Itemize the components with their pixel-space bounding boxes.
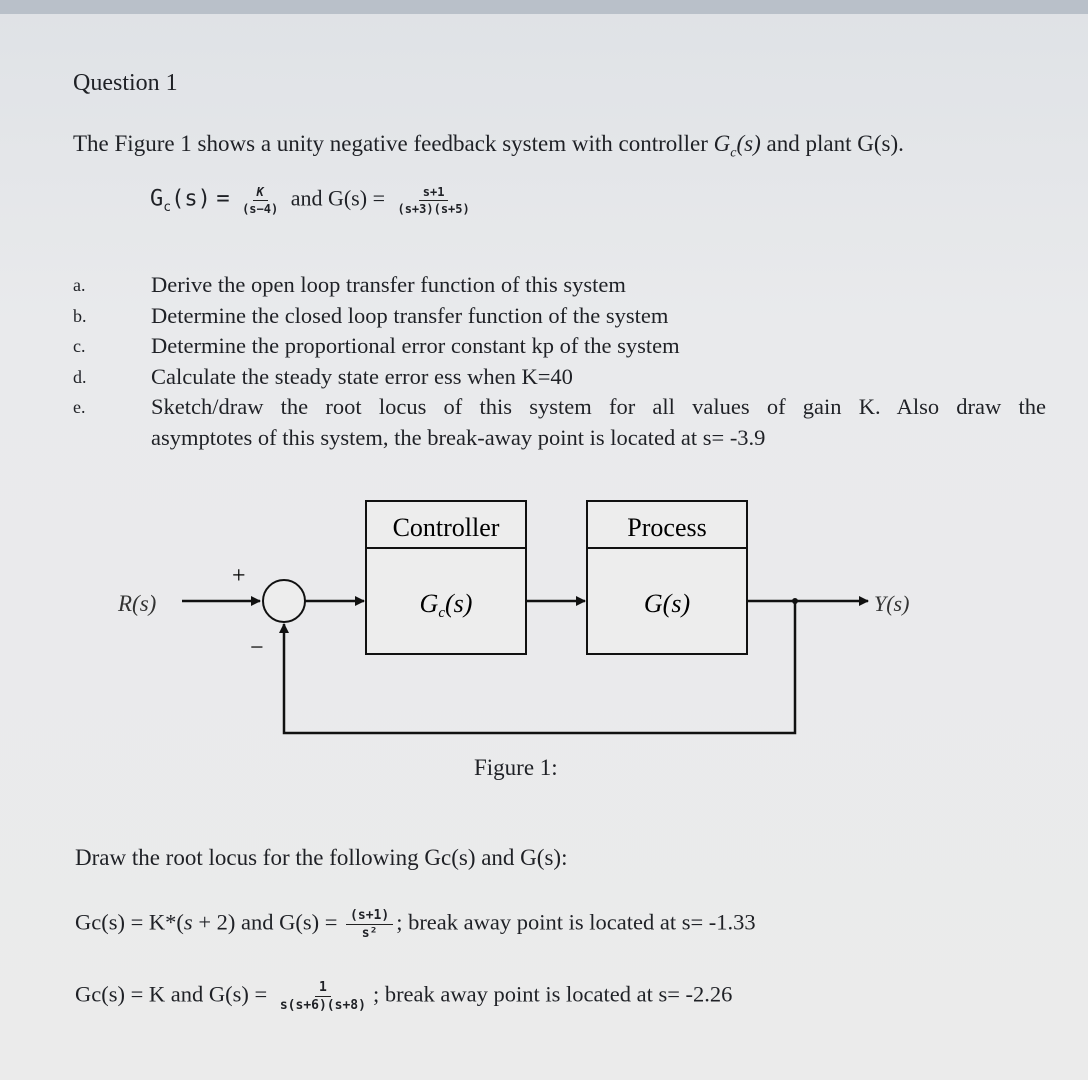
intro-mid: and plant G(s). — [760, 131, 904, 156]
task-letter: d. — [73, 366, 87, 387]
controller-tf — [420, 589, 473, 621]
process-label: Process — [627, 513, 707, 542]
gc-equals: = — [216, 186, 230, 212]
intro-gc-arg: (s) — [736, 131, 761, 156]
task-text-line1: Sketch/draw the root locus of this system for all values of gain K. Also draw the — [151, 394, 1046, 419]
line3-denominator: s(s+6)(s+8) — [279, 998, 366, 1013]
input-label: R(s) — [118, 591, 157, 616]
task-letter: e. — [73, 397, 86, 417]
controller-label: Controller — [392, 513, 500, 542]
takeoff-point — [792, 598, 798, 604]
task-letter: b. — [73, 305, 87, 326]
process-tf: G(s) — [643, 589, 691, 618]
controller-tf-sub: c — [438, 605, 446, 621]
line3-post: ; break away point is located at s= -2.26 — [372, 981, 733, 1007]
line3-numerator: 1 — [315, 980, 331, 997]
gc-lhs: G — [150, 186, 164, 212]
line2-fraction — [346, 908, 393, 941]
line2-pre: Gc(s) = K*( — [75, 909, 184, 935]
gc-lhs-arg: (s) — [171, 186, 211, 212]
task-text: Determine the proportional error constant kp of the system — [151, 333, 680, 358]
line3-fraction — [276, 980, 370, 1013]
gc-lhs-sub: c — [163, 199, 172, 215]
line2-s: s — [183, 909, 193, 935]
plus-sign: + — [232, 563, 246, 589]
gc-denominator: (s−4) — [242, 202, 279, 216]
line2-post: ; break away point is located at s= -1.33 — [396, 909, 756, 935]
task-text: Calculate the steady state error ess when K=40 — [151, 363, 573, 389]
output-label: Y(s) — [874, 591, 910, 616]
g-numerator: s+1 — [419, 185, 449, 201]
line3-pre: Gc(s) = K and G(s) = — [75, 981, 268, 1007]
task-letter: c. — [73, 336, 86, 356]
summing-junction — [263, 580, 305, 622]
g-denominator: (s+3)(s+5) — [397, 202, 470, 216]
line2-denominator: s² — [361, 926, 378, 941]
controller-tf-arg: (s) — [445, 589, 473, 618]
gc-numerator: K — [253, 185, 268, 201]
part2-line2 — [75, 908, 756, 941]
line2-numerator: (s+1) — [346, 908, 393, 925]
line2-mid: + 2) and G(s) = — [192, 909, 338, 935]
and-g-text: and G(s) = — [290, 185, 385, 211]
task-text-line2: asymptotes of this system, the break-away point is located at s= -3.9 — [151, 424, 766, 450]
task-text: Derive the open loop transfer function of this system — [151, 272, 626, 297]
task-text: Determine the closed loop transfer function of the system — [151, 302, 669, 328]
intro-pre: The Figure 1 shows a unity negative feedback system with controller — [73, 131, 714, 156]
intro-gc-sub: c — [730, 145, 737, 161]
controller-tf-main: G — [419, 589, 439, 618]
figure-caption: Figure 1: — [474, 755, 558, 780]
part2-title: Draw the root locus for the following Gc(s) and G(s): — [75, 845, 568, 870]
question-title: Question 1 — [73, 70, 178, 96]
task-letter: a. — [73, 275, 86, 295]
part2-line3 — [75, 980, 732, 1013]
intro-gc: G — [713, 131, 731, 156]
minus-sign: − — [250, 635, 264, 661]
